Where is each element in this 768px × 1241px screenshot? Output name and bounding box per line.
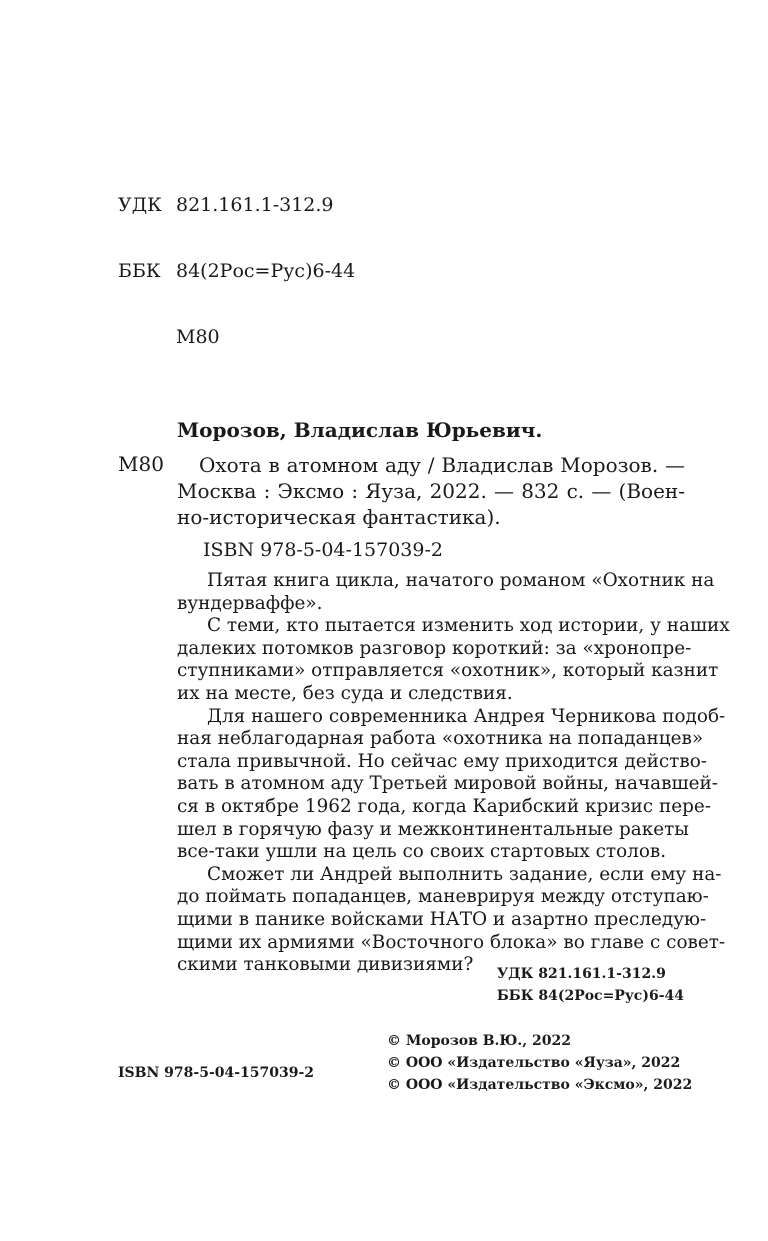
annotation-line: вать в атомном аду Третьей мировой войны, начавшей-: [177, 773, 718, 795]
isbn-bottom: ISBN 978-5-04-157039-2: [118, 1065, 315, 1081]
annotation-line: Пятая книга цикла, начатого романом «Охотник на: [207, 570, 715, 591]
udk-row: [118, 194, 355, 216]
udk-label: УДК: [118, 194, 162, 216]
author-mark-row: [118, 326, 355, 348]
pub-mark: М80: [118, 452, 164, 476]
bottom-udk: УДК 821.161.1-312.9: [496, 966, 666, 982]
isbn-main: ISBN 978-5-04-157039-2: [203, 539, 443, 561]
annotation-line: все-таки ушли на цель со своих стартовых столов.: [177, 841, 667, 863]
copyright-line: © ООО «Издательство «Яуза», 2022: [387, 1055, 681, 1071]
annotation: [177, 570, 730, 977]
copyright-line: © Морозов В.Ю., 2022: [387, 1033, 572, 1049]
annotation-line: вундерваффе».: [177, 592, 323, 614]
bbk-value: 84(2Рос=Рус)6-44: [176, 260, 356, 282]
description-line: Охота в атомном аду / Владислав Морозов. —: [199, 453, 685, 477]
annotation-line: С теми, кто пытается изменить ход истории, у наших: [207, 615, 730, 637]
description-line: но-историческая фантастика).: [177, 505, 501, 529]
copyright-line: © ООО «Издательство «Эксмо», 2022: [387, 1077, 693, 1093]
bottom-classification: [497, 963, 684, 1007]
bbk-row: [118, 260, 355, 282]
description-line: Москва : Эксмо : Яуза, 2022. — 832 с. — (Воен-: [177, 479, 685, 503]
annotation-line: Для нашего современника Андрея Черникова подоб-: [207, 705, 726, 727]
annotation-line: ная неблагодарная работа «охотника на попаданцев»: [177, 728, 704, 750]
bottom-bbk: ББК 84(2Рос=Рус)6-44: [496, 988, 684, 1004]
copyright-block: [387, 1030, 692, 1096]
annotation-line: до поймать попаданцев, маневрируя между отступаю-: [177, 886, 709, 908]
author-heading: Морозов, Владислав Юрьевич.: [177, 418, 543, 442]
annotation-line: ся в октябре 1962 года, когда Карибский кризис пере-: [177, 795, 711, 817]
annotation-line: шел в горячую фазу и межконтинентальные ракеты: [177, 818, 689, 840]
classification-block: [118, 150, 355, 370]
annotation-line: далеких потомков разговор короткий: за «хронопре-: [177, 637, 692, 659]
annotation-line: стала привычной. Но сейчас ему приходится действо-: [177, 750, 707, 772]
annotation-line: Сможет ли Андрей выполнить задание, если ему на-: [207, 863, 722, 885]
bibliographic-description: [177, 452, 685, 530]
annotation-line: их на месте, без суда и следствия.: [177, 682, 513, 704]
annotation-line: скими танковыми дивизиями?: [177, 954, 474, 976]
annotation-line: щими их армиями «Восточного блока» во главе с совет-: [177, 931, 726, 953]
udk-value: 821.161.1-312.9: [176, 194, 334, 216]
author-mark-value: М80: [176, 326, 220, 348]
annotation-line: ступниками» отправляется «охотник», который казнит: [177, 660, 719, 682]
author-mark-label: [118, 326, 176, 348]
bbk-label: ББК: [118, 260, 161, 282]
annotation-line: щими в панике войсками НАТО и азартно преследую-: [177, 908, 707, 930]
